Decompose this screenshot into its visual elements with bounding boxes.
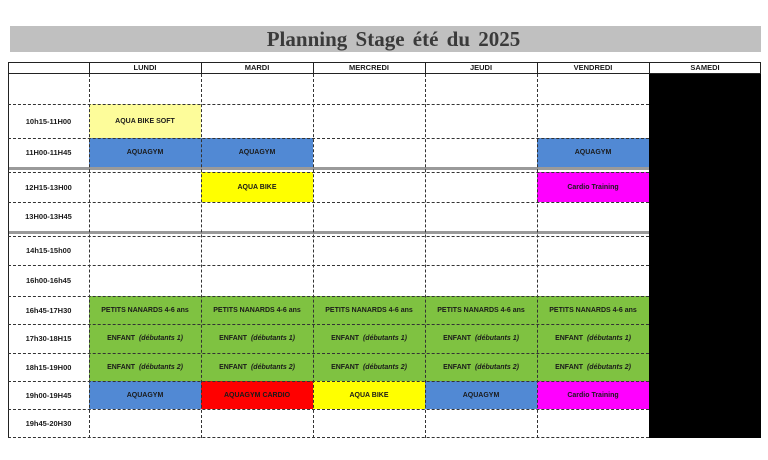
grid-col-divider xyxy=(201,74,202,438)
grid-col-divider xyxy=(537,62,538,74)
grid-row-divider xyxy=(8,138,649,139)
activity-cell-enfant-debutants-1 xyxy=(201,324,313,353)
activity-label: ENFANT xyxy=(219,363,248,371)
activity-label: ENFANT xyxy=(443,335,472,342)
activity-cell-aquagym: AQUAGYM xyxy=(89,138,201,167)
grid-col-divider xyxy=(537,74,538,438)
grid-col-divider xyxy=(89,74,90,438)
activity-level: (débutants 1) xyxy=(474,335,519,342)
time-label: 13H00-13H45 xyxy=(25,212,72,221)
grid-row-divider xyxy=(8,236,649,237)
header-day-vendredi: VENDREDI xyxy=(537,62,649,74)
activity-label: ENFANT xyxy=(219,335,248,342)
activity-level: (débutants 2) xyxy=(586,363,631,371)
activity-label: ENFANT xyxy=(107,363,136,371)
activity-cell-cardio-training: Cardio Training xyxy=(537,381,649,409)
schedule-grid xyxy=(8,62,761,438)
activity-cell-enfant-debutants-1 xyxy=(425,324,537,353)
activity-cell-petits-nanards: PETITS NANARDS 4-6 ans xyxy=(425,296,537,324)
grid-row-divider xyxy=(8,104,649,105)
activity-cell-aqua-bike: AQUA BIKE xyxy=(201,172,313,202)
activity-cell-enfant-debutants-1 xyxy=(537,324,649,353)
activity-cell-petits-nanards: PETITS NANARDS 4-6 ans xyxy=(89,296,201,324)
activity-level: (débutants 2) xyxy=(138,363,183,371)
activity-level: (débutants 1) xyxy=(250,335,295,342)
grid-col-divider xyxy=(313,74,314,438)
grid-row-divider xyxy=(8,265,649,266)
activity-level: (débutants 1) xyxy=(362,335,407,342)
grid-col-divider xyxy=(313,62,314,74)
activity-label: ENFANT xyxy=(555,363,584,371)
break-separator xyxy=(8,167,649,170)
time-label: 19h45-20H30 xyxy=(25,419,72,428)
time-label: 16h00-16h45 xyxy=(25,276,72,285)
grid-col-divider xyxy=(89,62,90,74)
break-separator xyxy=(8,231,649,234)
activity-cell-aqua-bike-soft: AQUA BIKE SOFT xyxy=(89,104,201,138)
activity-cell-aquagym: AQUAGYM xyxy=(201,138,313,167)
activity-cell-enfant-debutants-2 xyxy=(537,353,649,381)
time-label: 17h30-18H15 xyxy=(25,334,72,343)
activity-label: ENFANT xyxy=(331,363,360,371)
activity-cell-aquagym: AQUAGYM xyxy=(425,381,537,409)
header-day-jeudi: JEUDI xyxy=(425,62,537,74)
activity-level: (débutants 1) xyxy=(586,335,631,342)
time-label-empty xyxy=(8,74,89,104)
grid-row-divider xyxy=(8,202,649,203)
activity-level: (débutants 1) xyxy=(138,335,183,342)
time-label: 14h15-15h00 xyxy=(25,246,72,255)
grid-col-divider xyxy=(425,62,426,74)
header-corner xyxy=(8,62,89,74)
time-label: 16h45-17H30 xyxy=(25,305,72,315)
activity-label: ENFANT xyxy=(107,335,136,342)
header-day-lundi: LUNDI xyxy=(89,62,201,74)
header-day-mardi: MARDI xyxy=(201,62,313,74)
grid-row-divider xyxy=(8,409,649,410)
activity-cell-cardio-training: Cardio Training xyxy=(537,172,649,202)
activity-level: (débutants 2) xyxy=(474,363,519,371)
activity-level: (débutants 2) xyxy=(250,363,295,371)
activity-cell-aquagym: AQUAGYM xyxy=(89,381,201,409)
title-bar xyxy=(10,26,761,52)
activity-cell-petits-nanards: PETITS NANARDS 4-6 ans xyxy=(313,296,425,324)
activity-cell-enfant-debutants-2 xyxy=(425,353,537,381)
grid-row-divider xyxy=(8,296,649,297)
activity-cell-enfant-debutants-1 xyxy=(313,324,425,353)
time-label: 19h00-19H45 xyxy=(25,390,72,400)
activity-label: ENFANT xyxy=(555,335,584,342)
header-day-mercredi: MERCREDI xyxy=(313,62,425,74)
time-label: 18h15-19H00 xyxy=(25,362,72,372)
grid-col-divider xyxy=(649,62,650,74)
grid-row-divider xyxy=(8,353,649,354)
activity-label: ENFANT xyxy=(331,335,360,342)
grid-col-divider xyxy=(201,62,202,74)
samedi-closed-block xyxy=(649,74,761,438)
grid-row-divider xyxy=(8,324,649,325)
activity-cell-petits-nanards: PETITS NANARDS 4-6 ans xyxy=(537,296,649,324)
time-label: 11H00-11H45 xyxy=(25,148,72,157)
activity-cell-aquagym-cardio: AQUAGYM CARDIO xyxy=(201,381,313,409)
grid-right-border xyxy=(760,62,761,74)
activity-cell-aquagym: AQUAGYM xyxy=(537,138,649,167)
activity-cell-enfant-debutants-2 xyxy=(313,353,425,381)
activity-cell-petits-nanards: PETITS NANARDS 4-6 ans xyxy=(201,296,313,324)
activity-cell-enfant-debutants-1 xyxy=(89,324,201,353)
page-title: Planning Stage été du 2025 xyxy=(266,26,521,51)
grid-row-divider xyxy=(8,381,649,382)
activity-label: ENFANT xyxy=(443,363,472,371)
header-day-samedi: SAMEDI xyxy=(649,62,761,74)
activity-level: (débutants 2) xyxy=(362,363,407,371)
activity-cell-aqua-bike: AQUA BIKE xyxy=(313,381,425,409)
time-label: 10h15-11H00 xyxy=(25,116,72,126)
time-label: 12H15-13H00 xyxy=(25,182,72,192)
activity-cell-enfant-debutants-2 xyxy=(89,353,201,381)
grid-row-divider xyxy=(8,172,649,173)
grid-col-divider xyxy=(425,74,426,438)
grid-bottom-border xyxy=(8,437,649,438)
activity-cell-enfant-debutants-2 xyxy=(201,353,313,381)
